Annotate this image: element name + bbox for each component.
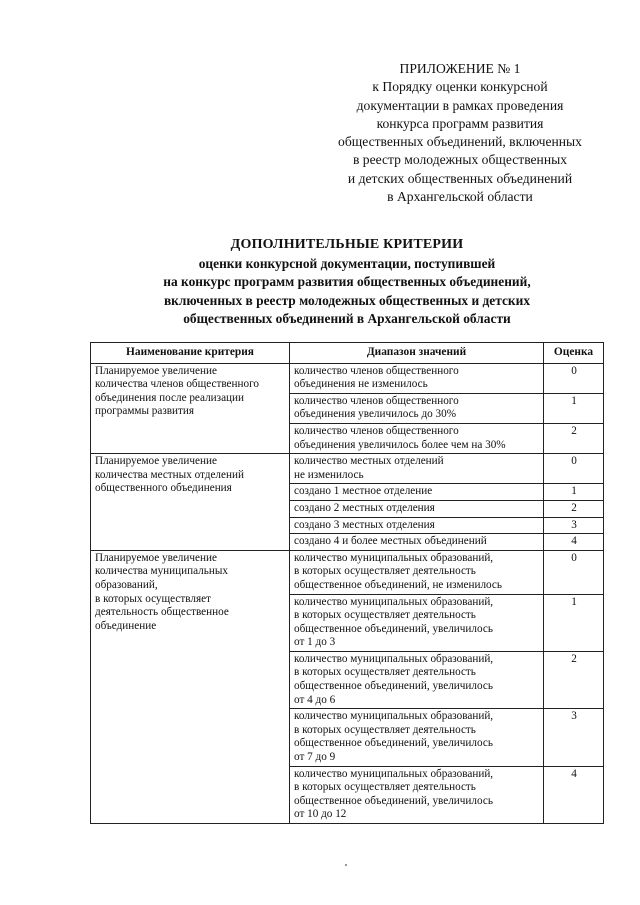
range-cell — [290, 484, 544, 501]
score-cell: 1 — [544, 393, 604, 423]
range-line: количество местных отделений — [294, 455, 444, 468]
criterion-line: Планируемое увеличение — [95, 551, 217, 564]
column-header-criterion: Наименование критерия — [91, 343, 290, 364]
score-cell: 0 — [544, 454, 604, 484]
document-title: ДОПОЛНИТЕЛЬНЫЕ КРИТЕРИИ — [230, 237, 464, 252]
table-row — [91, 550, 604, 594]
table-header-row — [91, 343, 604, 364]
criteria-table — [90, 342, 604, 824]
range-cell — [290, 594, 544, 651]
score-cell: 0 — [544, 550, 604, 594]
range-line: от 7 до 9 — [294, 751, 336, 764]
criterion-cell — [91, 550, 290, 823]
range-line: в которых осуществляет деятельность — [294, 609, 476, 622]
score-cell: 3 — [544, 517, 604, 534]
range-line: количество членов общественного — [294, 364, 459, 377]
score-cell: 4 — [544, 534, 604, 551]
score-cell: 2 — [544, 423, 604, 453]
range-line: количество муниципальных образований, — [294, 767, 494, 780]
document-subtitle-line: оценки конкурсной документации, поступившей — [198, 255, 496, 271]
range-cell — [290, 423, 544, 453]
scan-speck — [345, 864, 347, 866]
score-cell: 3 — [544, 709, 604, 766]
document-subtitle-line: общественных объединений в Архангельской области — [183, 311, 511, 326]
score-cell: 1 — [544, 484, 604, 501]
appendix-line: и детских общественных объединений — [347, 170, 573, 186]
range-line: в которых осуществляет деятельность — [294, 723, 476, 736]
appendix-header — [310, 60, 610, 206]
criterion-line: программы развития — [95, 405, 195, 418]
score-cell: 1 — [544, 594, 604, 651]
range-cell — [290, 363, 544, 393]
criterion-line: в которых осуществляет — [95, 592, 211, 605]
range-line: от 4 до 6 — [294, 693, 336, 706]
score-cell: 2 — [544, 651, 604, 708]
criterion-line: общественного объединения — [95, 482, 232, 495]
appendix-line: конкурса программ развития — [376, 115, 544, 131]
range-line: количество членов общественного — [294, 424, 459, 437]
range-cell — [290, 517, 544, 534]
criterion-line: количества местных отделений — [95, 468, 244, 481]
range-line: в которых осуществляет деятельность — [294, 781, 476, 794]
range-line: объединения не изменилось — [294, 378, 428, 391]
criterion-line: образований, — [95, 578, 158, 591]
column-header-score: Оценка — [544, 343, 604, 364]
range-line: в которых осуществляет деятельность — [294, 666, 476, 679]
criterion-line: количества муниципальных — [95, 565, 228, 578]
column-header-range: Диапазон значений — [290, 343, 544, 364]
table-row — [91, 363, 604, 393]
range-line: создано 3 местных отделения — [294, 518, 435, 531]
appendix-line: к Порядку оценки конкурсной — [372, 79, 548, 95]
range-cell — [290, 550, 544, 594]
range-line: создано 2 местных отделения — [294, 501, 435, 514]
criterion-line: количества членов общественного — [95, 378, 259, 391]
range-line: количество муниципальных образований, — [294, 652, 494, 665]
range-line: от 1 до 3 — [294, 636, 336, 649]
range-line: общественное объединений, увеличилось — [294, 794, 493, 807]
document-subtitle-line: на конкурс программ развития общественных объединений, — [163, 274, 531, 289]
range-line: количество муниципальных образований, — [294, 595, 494, 608]
criterion-line: Планируемое увеличение — [95, 364, 217, 377]
range-cell — [290, 534, 544, 551]
criterion-line: Планируемое увеличение — [95, 455, 217, 468]
table-row — [91, 454, 604, 484]
document-subtitle-line: включенных в реестр молодежных общественных и детских — [163, 292, 531, 308]
criterion-cell — [91, 363, 290, 454]
score-cell: 2 — [544, 500, 604, 517]
range-line: объединения увеличилось до 30% — [294, 408, 457, 421]
range-line: создано 4 и более местных объединений — [294, 535, 487, 548]
range-line: количество муниципальных образований, — [294, 551, 494, 564]
appendix-line: в реестр молодежных общественных — [352, 152, 568, 168]
table-body — [91, 363, 604, 823]
document-heading — [92, 236, 602, 329]
range-line: общественное объединений, увеличилось — [294, 680, 493, 693]
score-cell: 4 — [544, 766, 604, 823]
range-line: количество членов общественного — [294, 394, 459, 407]
range-cell — [290, 454, 544, 484]
criterion-cell — [91, 454, 290, 551]
criterion-line: деятельность общественное — [95, 606, 229, 619]
criterion-line: объединение — [95, 619, 157, 632]
range-line: объединения увеличилось более чем на 30% — [294, 438, 506, 451]
appendix-line: в Архангельской области — [387, 189, 533, 205]
range-cell — [290, 709, 544, 766]
criterion-line: объединения после реализации — [95, 391, 245, 404]
range-line: создано 1 местное отделение — [294, 485, 433, 498]
range-line: в которых осуществляет деятельность — [294, 565, 476, 578]
range-line: общественное объединений, увеличилось — [294, 737, 493, 750]
appendix-title: ПРИЛОЖЕНИЕ № 1 — [399, 61, 521, 76]
range-line: количество муниципальных образований, — [294, 710, 494, 723]
range-cell — [290, 651, 544, 708]
appendix-line: документации в рамках проведения — [356, 97, 564, 113]
appendix-line: общественных объединений, включенных — [338, 134, 582, 150]
range-line: общественное объединений, не изменилось — [294, 578, 502, 591]
range-cell — [290, 766, 544, 823]
range-line: от 10 до 12 — [294, 808, 347, 821]
score-cell: 0 — [544, 363, 604, 393]
range-line: не изменилось — [294, 468, 364, 481]
range-cell — [290, 393, 544, 423]
range-line: общественное объединений, увеличилось — [294, 622, 493, 635]
range-cell — [290, 500, 544, 517]
